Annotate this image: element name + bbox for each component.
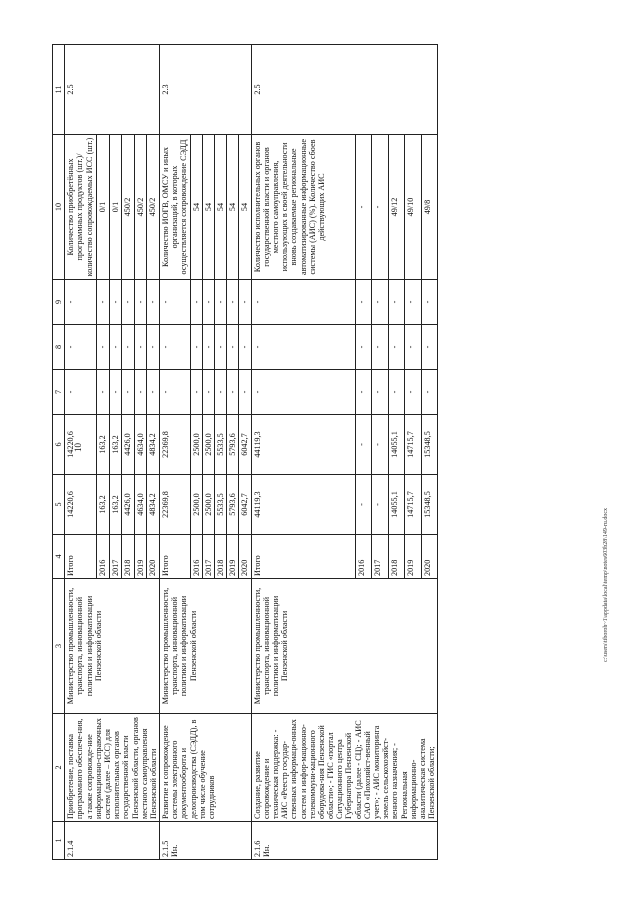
target-ref: 2.5 xyxy=(251,45,438,135)
year-c10: - xyxy=(355,135,372,280)
table-row-total xyxy=(65,45,97,860)
header-cell: 5 xyxy=(53,475,65,535)
year-c7: - xyxy=(190,370,202,415)
total-c5: 14220,6 xyxy=(65,475,97,535)
year-c5: 14055,1 xyxy=(388,475,405,535)
year-c6: 4634,0 xyxy=(134,415,147,475)
year-c10: 54 xyxy=(215,135,227,280)
item-number: 2.1.4 xyxy=(65,822,160,860)
year-cell: 2016 xyxy=(355,535,372,579)
header-cell: 6 xyxy=(53,415,65,475)
year-c10: 450/2 xyxy=(122,135,135,280)
year-c6: 4426,0 xyxy=(122,415,135,475)
year-c9: - xyxy=(147,280,160,325)
header-cell: 2 xyxy=(53,714,65,822)
total-c9: - xyxy=(160,280,191,325)
year-cell: 2016 xyxy=(190,535,202,579)
rotated-page xyxy=(52,45,623,860)
year-c8: - xyxy=(372,325,389,370)
total-c7: - xyxy=(251,370,355,415)
year-c9: - xyxy=(405,280,422,325)
indicator-name: Количество исполнительных органов государственной власти и органов местного самоуправления, использующих в своей деятельности вновь создаваемые региональные автоматизированные информационные системы (АИС) (%). Количество сбоев действующих АИС xyxy=(251,135,355,280)
year-c7: - xyxy=(405,370,422,415)
year-c5: 163,2 xyxy=(96,475,109,535)
total-c7: - xyxy=(160,370,191,415)
year-c9: - xyxy=(355,280,372,325)
year-cell: 2019 xyxy=(227,535,239,579)
year-c10: 49/10 xyxy=(405,135,422,280)
total-c8: - xyxy=(251,325,355,370)
header-cell: 7 xyxy=(53,370,65,415)
year-c7: - xyxy=(202,370,214,415)
year-c6: - xyxy=(355,415,372,475)
year-c7: - xyxy=(96,370,109,415)
year-c10: 0/1 xyxy=(96,135,109,280)
year-c9: - xyxy=(109,280,122,325)
year-c5: 163,2 xyxy=(109,475,122,535)
year-c5: 5793,6 xyxy=(227,475,239,535)
year-c6: 15348,5 xyxy=(421,415,438,475)
year-c7: - xyxy=(122,370,135,415)
year-c9: - xyxy=(227,280,239,325)
year-c5: 6042,7 xyxy=(239,475,251,535)
year-cell: 2020 xyxy=(421,535,438,579)
year-c6: 5533,5 xyxy=(215,415,227,475)
year-c5: 4426,0 xyxy=(122,475,135,535)
year-c6: 163,2 xyxy=(109,415,122,475)
target-ref: 2.5 xyxy=(65,45,160,135)
year-c9: - xyxy=(239,280,251,325)
header-cell: 11 xyxy=(53,45,65,135)
year-c7: - xyxy=(372,370,389,415)
total-c5: 44119,3 xyxy=(251,475,355,535)
year-c7: - xyxy=(147,370,160,415)
indicator-name: Количество приобретённых программных продуктов (шт.)/ количество сопровождаемых ИСС (шт.) xyxy=(65,135,97,280)
item-executor: Министерство промышленности, транспорта, инновационной политики и информатизации Пензенской области xyxy=(251,579,438,714)
year-c8: - xyxy=(147,325,160,370)
year-c10: 49/8 xyxy=(421,135,438,280)
year-c5: 2500,0 xyxy=(202,475,214,535)
year-cell: 2020 xyxy=(147,535,160,579)
year-c8: - xyxy=(190,325,202,370)
table-row-total xyxy=(251,45,355,860)
year-c8: - xyxy=(109,325,122,370)
year-c9: - xyxy=(421,280,438,325)
header-cell: 4 xyxy=(53,535,65,579)
year-c7: - xyxy=(134,370,147,415)
total-c6: 14220,6 xyxy=(65,415,97,475)
year-cell: 2018 xyxy=(122,535,135,579)
item-number: 2.1.6 Ин. xyxy=(251,822,438,860)
year-c8: - xyxy=(405,325,422,370)
target-ref: 2.3 xyxy=(160,45,252,135)
total-c6: 22369,8 xyxy=(160,415,191,475)
year-c6: 2500,0 xyxy=(190,415,202,475)
year-c10: 49/12 xyxy=(388,135,405,280)
year-c9: - xyxy=(190,280,202,325)
header-cell: 1 xyxy=(53,822,65,860)
year-c6: 6042,7 xyxy=(239,415,251,475)
year-c6: - xyxy=(372,415,389,475)
year-c5: - xyxy=(372,475,389,535)
total-c9: - xyxy=(65,280,97,325)
period-label: Итого xyxy=(65,535,97,579)
year-c5: 4634,0 xyxy=(134,475,147,535)
table-body xyxy=(65,45,438,860)
header-cell: 9 xyxy=(53,280,65,325)
year-c8: - xyxy=(202,325,214,370)
year-c5: 15348,5 xyxy=(421,475,438,535)
year-c9: - xyxy=(372,280,389,325)
item-name: Создание, развитие сопровождение и техническая поддержка: - АИС «Реестр государ-ственных информаци-онных систем и инфор-мационно-телекоммуни-кационного оборудова-ния Пензенской области»; - ГИС «портал Ситуационного центра Губернатора Пензенской области (далее - СЦ); - АИС САО «Похозяйст-венный учет»; - АИС мониторинга земель сельскохозяйст-венного назначения; - Региональная информационно-аналитическая система Пензенской области; xyxy=(251,714,438,822)
year-c5: 4834,2 xyxy=(147,475,160,535)
year-c6: 5793,6 xyxy=(227,415,239,475)
item-name: Приобретение, поставка программного обеспече-ния, а также сопровожде-ние информационно-справочных систем (далее – ИСС) для исполнительных органов государственной власти Пензенской области, органов местного самоуправления Пензенской области xyxy=(65,714,160,822)
year-c8: - xyxy=(355,325,372,370)
total-c5: 22369,8 xyxy=(160,475,191,535)
year-c9: - xyxy=(122,280,135,325)
year-cell: 2019 xyxy=(134,535,147,579)
item-executor: Министерство промышленности, транспорта, инновационной политики и информатизации Пензенской области xyxy=(160,579,252,714)
year-c6: 14715,7 xyxy=(405,415,422,475)
year-c10: 450/2 xyxy=(147,135,160,280)
year-c7: - xyxy=(109,370,122,415)
indicator-name: Количество ИОГВ, ОМСУ и иных организаций, в которых осуществляется сопровождение СЭДД xyxy=(160,135,191,280)
year-cell: 2019 xyxy=(405,535,422,579)
total-c9: - xyxy=(251,280,355,325)
total-c8: - xyxy=(65,325,97,370)
year-cell: 2017 xyxy=(372,535,389,579)
year-c10: 54 xyxy=(227,135,239,280)
header-cell: 3 xyxy=(53,579,65,714)
year-c5: 5533,5 xyxy=(215,475,227,535)
year-cell: 2017 xyxy=(109,535,122,579)
year-c7: - xyxy=(388,370,405,415)
header-row xyxy=(53,45,65,860)
year-c5: 2500,0 xyxy=(190,475,202,535)
year-c7: - xyxy=(355,370,372,415)
item-executor: Министерство промышленности, транспорта, инновационной политики и информатизации Пензенской области xyxy=(65,579,160,714)
year-c8: - xyxy=(134,325,147,370)
total-c7: - xyxy=(65,370,97,415)
year-c9: - xyxy=(215,280,227,325)
program-table xyxy=(52,44,438,860)
page-number: 10 xyxy=(73,443,83,452)
year-c9: - xyxy=(96,280,109,325)
item-name: Развитие и сопровождение системы электронного документооборота и делопроизводства (СЭДД), в том числе обучение сотрудников xyxy=(160,714,252,822)
total-c6: 44119,3 xyxy=(251,415,355,475)
year-c10: 450/2 xyxy=(134,135,147,280)
year-c10: 54 xyxy=(190,135,202,280)
year-cell: 2016 xyxy=(96,535,109,579)
year-c8: - xyxy=(421,325,438,370)
year-c10: 54 xyxy=(202,135,214,280)
year-c10: 0/1 xyxy=(109,135,122,280)
year-c9: - xyxy=(134,280,147,325)
item-number: 2.1.5 Ин. xyxy=(160,822,252,860)
year-c6: 14055,1 xyxy=(388,415,405,475)
year-c8: - xyxy=(239,325,251,370)
year-c8: - xyxy=(96,325,109,370)
period-label: Итого xyxy=(160,535,191,579)
year-c5: 14715,7 xyxy=(405,475,422,535)
total-c8: - xyxy=(160,325,191,370)
year-c10: 54 xyxy=(239,135,251,280)
year-c5: - xyxy=(355,475,372,535)
year-c8: - xyxy=(227,325,239,370)
year-cell: 2018 xyxy=(388,535,405,579)
year-c8: - xyxy=(122,325,135,370)
header-cell: 10 xyxy=(53,135,65,280)
year-cell: 2017 xyxy=(202,535,214,579)
year-c8: - xyxy=(388,325,405,370)
year-c6: 2500,0 xyxy=(202,415,214,475)
year-c6: 163,2 xyxy=(96,415,109,475)
year-cell: 2018 xyxy=(215,535,227,579)
header-cell: 8 xyxy=(53,325,65,370)
year-c7: - xyxy=(239,370,251,415)
year-c7: - xyxy=(227,370,239,415)
year-c7: - xyxy=(421,370,438,415)
year-c10: - xyxy=(372,135,389,280)
year-cell: 2020 xyxy=(239,535,251,579)
year-c6: 4834,2 xyxy=(147,415,160,475)
year-c9: - xyxy=(202,280,214,325)
footer-path: c:\users\tiboroh~1\appdata\local\temp\notes603b28\149-ru.docx xyxy=(603,507,609,662)
table-row-total xyxy=(160,45,191,860)
year-c9: - xyxy=(388,280,405,325)
year-c7: - xyxy=(215,370,227,415)
period-label: Итого xyxy=(251,535,355,579)
year-c8: - xyxy=(215,325,227,370)
